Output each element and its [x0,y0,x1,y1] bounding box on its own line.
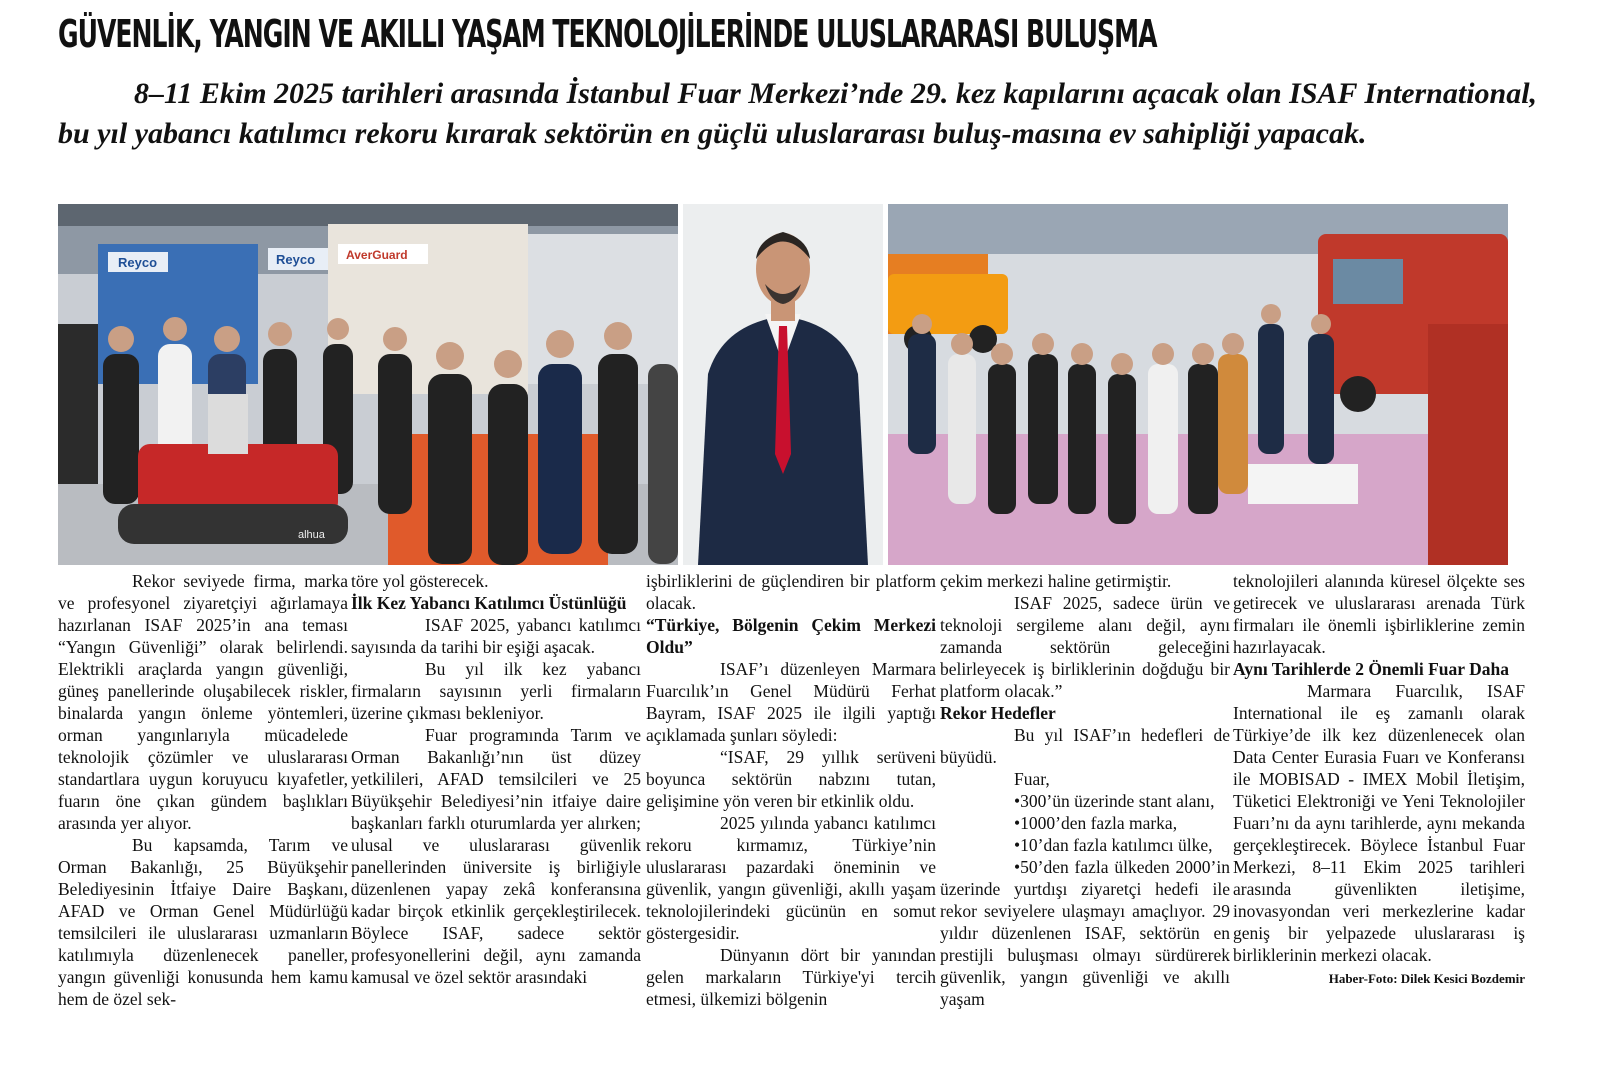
subheading: Aynı Tarihlerde 2 Önemli Fuar Daha [1233,659,1509,679]
paragraph: Bu yıl ISAF’ın hedefleri de büyüdü. [940,725,1230,767]
article-body [58,570,1558,1076]
subheading: İlk Kez Yabancı Katılımcı Üstünlüğü [351,593,627,613]
bullet-item: •1000’den fazla marka, [1014,813,1178,833]
booth-sign-2: Reyco [276,252,316,267]
paragraph: Bu kapsamda, Tarım ve Orman Bakanlığı, 25 Büyükşehir Belediyesinin İtfaiye Daire Başkanı, AFAD ve Orman Genel Müdürlüğü temsilcileri ile uluslararası uzmanların katılımıyla düzenlenecek paneller, yangın güvenliği konusunda hem kamu hem de özel sek- [58,835,348,1009]
column-5 [1233,570,1525,1076]
booth-sign-3: AverGuard [346,248,408,262]
paragraph: teknolojileri alanında küresel ölçekte ses getirecek ve uluslararası arenada Türk firmaları ile önemli işbirliklerine zemin hazırlayacak. [1233,571,1525,657]
portrait-photo [683,204,883,565]
paragraph: “ISAF, 29 yıllık serüveni boyunca sektörün nabzını tutan, gelişimine yön veren bir etkinlik oldu. [646,747,936,811]
subheading: “Türkiye, Bölgenin Çekim Merkezi Oldu” [646,615,936,657]
paragraph: ISAF 2025, sadece ürün ve teknoloji sergileme alanı değil, aynı zamanda sektörün geleceğini belirleyecek iş birliklerinin doğduğu bir platform olacak.” [940,593,1230,701]
fire-trucks-photo [888,204,1508,565]
headline: GÜVENLİK, YANGIN VE AKILLI YAŞAM TEKNOLOJİLERİNDE ULUSLARARASI BULUŞMA [58,12,1157,56]
robot-brand: alhua [298,529,325,541]
photo-credit: Haber-Foto: Dilek Kesici Bozdemir [1328,971,1525,986]
paragraph: Dünyanın dört bir yanından gelen markaların Türkiye'yi tercih etmesi, ülkemizi bölgenin [646,945,936,1009]
column-1 [58,570,348,1076]
column-2 [351,570,641,1076]
subheading: Rekor Hedefler [940,703,1056,723]
paragraph: çekim merkezi haline getirmiştir. [940,571,1172,591]
paragraph: 2025 yılında yabancı katılımcı rekoru kırmamız, Türkiye’nin uluslararası pazardaki öneminin ve güvenlik, yangın güvenliği, akıllı yaşam teknolojilerindeki gücünün en somut göstergesidir. [646,813,936,943]
column-3 [646,570,936,1076]
paragraph: ISAF’ı düzenleyen Marmara Fuarcılık’ın Genel Müdürü Ferhat Bayram, ISAF 2025 ile ilgili yaptığı açıklamada şunları söyledi: [646,659,936,745]
paragraph: Marmara Fuarcılık, ISAF International ile eş zamanlı olarak Türkiye’de ilk kez düzenlenecek olan Data Center Eurasia Fuarı ve Konferansı ile MOBISAD - IMEX Mobil İletişim, Tüketici Elektroniği ve Yeni Teknolojiler Fuarı’nı da aynı tarihlerde, aynı mekanda gerçekleştirecek. Böylece İstanbul Fuar Merkezi, 8–11 Ekim 2025 tarihleri arasında güvenlikten iletişime, inovasyondan veri merkezlerine kadar geniş bir yelpazede uluslararası iş birliklerinin merkezi olacak. [1233,681,1525,965]
paragraph: işbirliklerini de güçlendiren bir platform olacak. [646,571,936,613]
column-4 [940,570,1230,1076]
exhibition-photo [58,204,678,565]
bullet-item: •300’ün üzerinde stant alanı, [1014,791,1215,811]
paragraph: Fuar programında Tarım ve Orman Bakanlığı’nın üst düzey yetkilileri, AFAD temsilcileri ve 25 Büyükşehir Belediyesi’nin itfaiye daire başkanları farklı oturumlarda yer alırken; ulusal ve uluslararası güvenlik panellerinden üniversite iş birliğiyle düzenlenen yapay zekâ konferansına kadar birçok etkinlik gerçekleştirilecek. Böylece ISAF, sadece sektör profesyonellerini değil, aynı zamanda kamusal ve özel sektör arasındaki [351,725,641,987]
paragraph: Bu yıl ilk kez yabancı firmaların sayısının yerli firmaların üzerine çıkması bekleniyor. [351,659,641,723]
paragraph: Rekor seviyede firma, marka ve profesyonel ziyaretçiyi ağırlamaya hazırlanan ISAF 2025’in ana teması “Yangın Güvenliği” olarak belirlendi. Elektrikli araçlarda yangın güvenliği, güneş panellerinde oluşabilecek riskler, binalarda yangın önleme yöntemleri, orman yangınlarıyla mücadelede teknolojik çözümler ve uluslararası standartlara uygun koruyucu kıyafetler, fuarın öne çıkan gündem başlıkları arasında yer alıyor. [58,571,348,833]
bullet-item: •10’dan fazla katılımcı ülke, [1014,835,1213,855]
paragraph: töre yol gösterecek. [351,571,489,591]
deck: 8–11 Ekim 2025 tarihleri arasında İstanbul Fuar Merkezi’nde 29. kez kapılarını açacak olan ISAF International, bu yıl yabancı katılımcı rekoru kırarak sektörün en güçlü uluslararası buluş-masına ev sahipliği yapacak. [58,77,1538,150]
paragraph: Fuar, [1014,769,1050,789]
booth-sign-1: Reyco [118,255,158,270]
bullet-item: •50’den fazla ülkeden 2000’in üzerinde yurtdışı ziyaretçi hedefi ile rekor seviyelere ulaşmayı amaçlıyor. 29 yıldır düzenlenen ISAF, sektörün en prestijli buluşması olmayı sürdürerek güvenlik, yangın güvenliği ve akıllı yaşam [940,857,1230,1009]
paragraph: ISAF 2025, yabancı katılımcı sayısında da tarihi bir eşiği aşacak. [351,615,641,657]
